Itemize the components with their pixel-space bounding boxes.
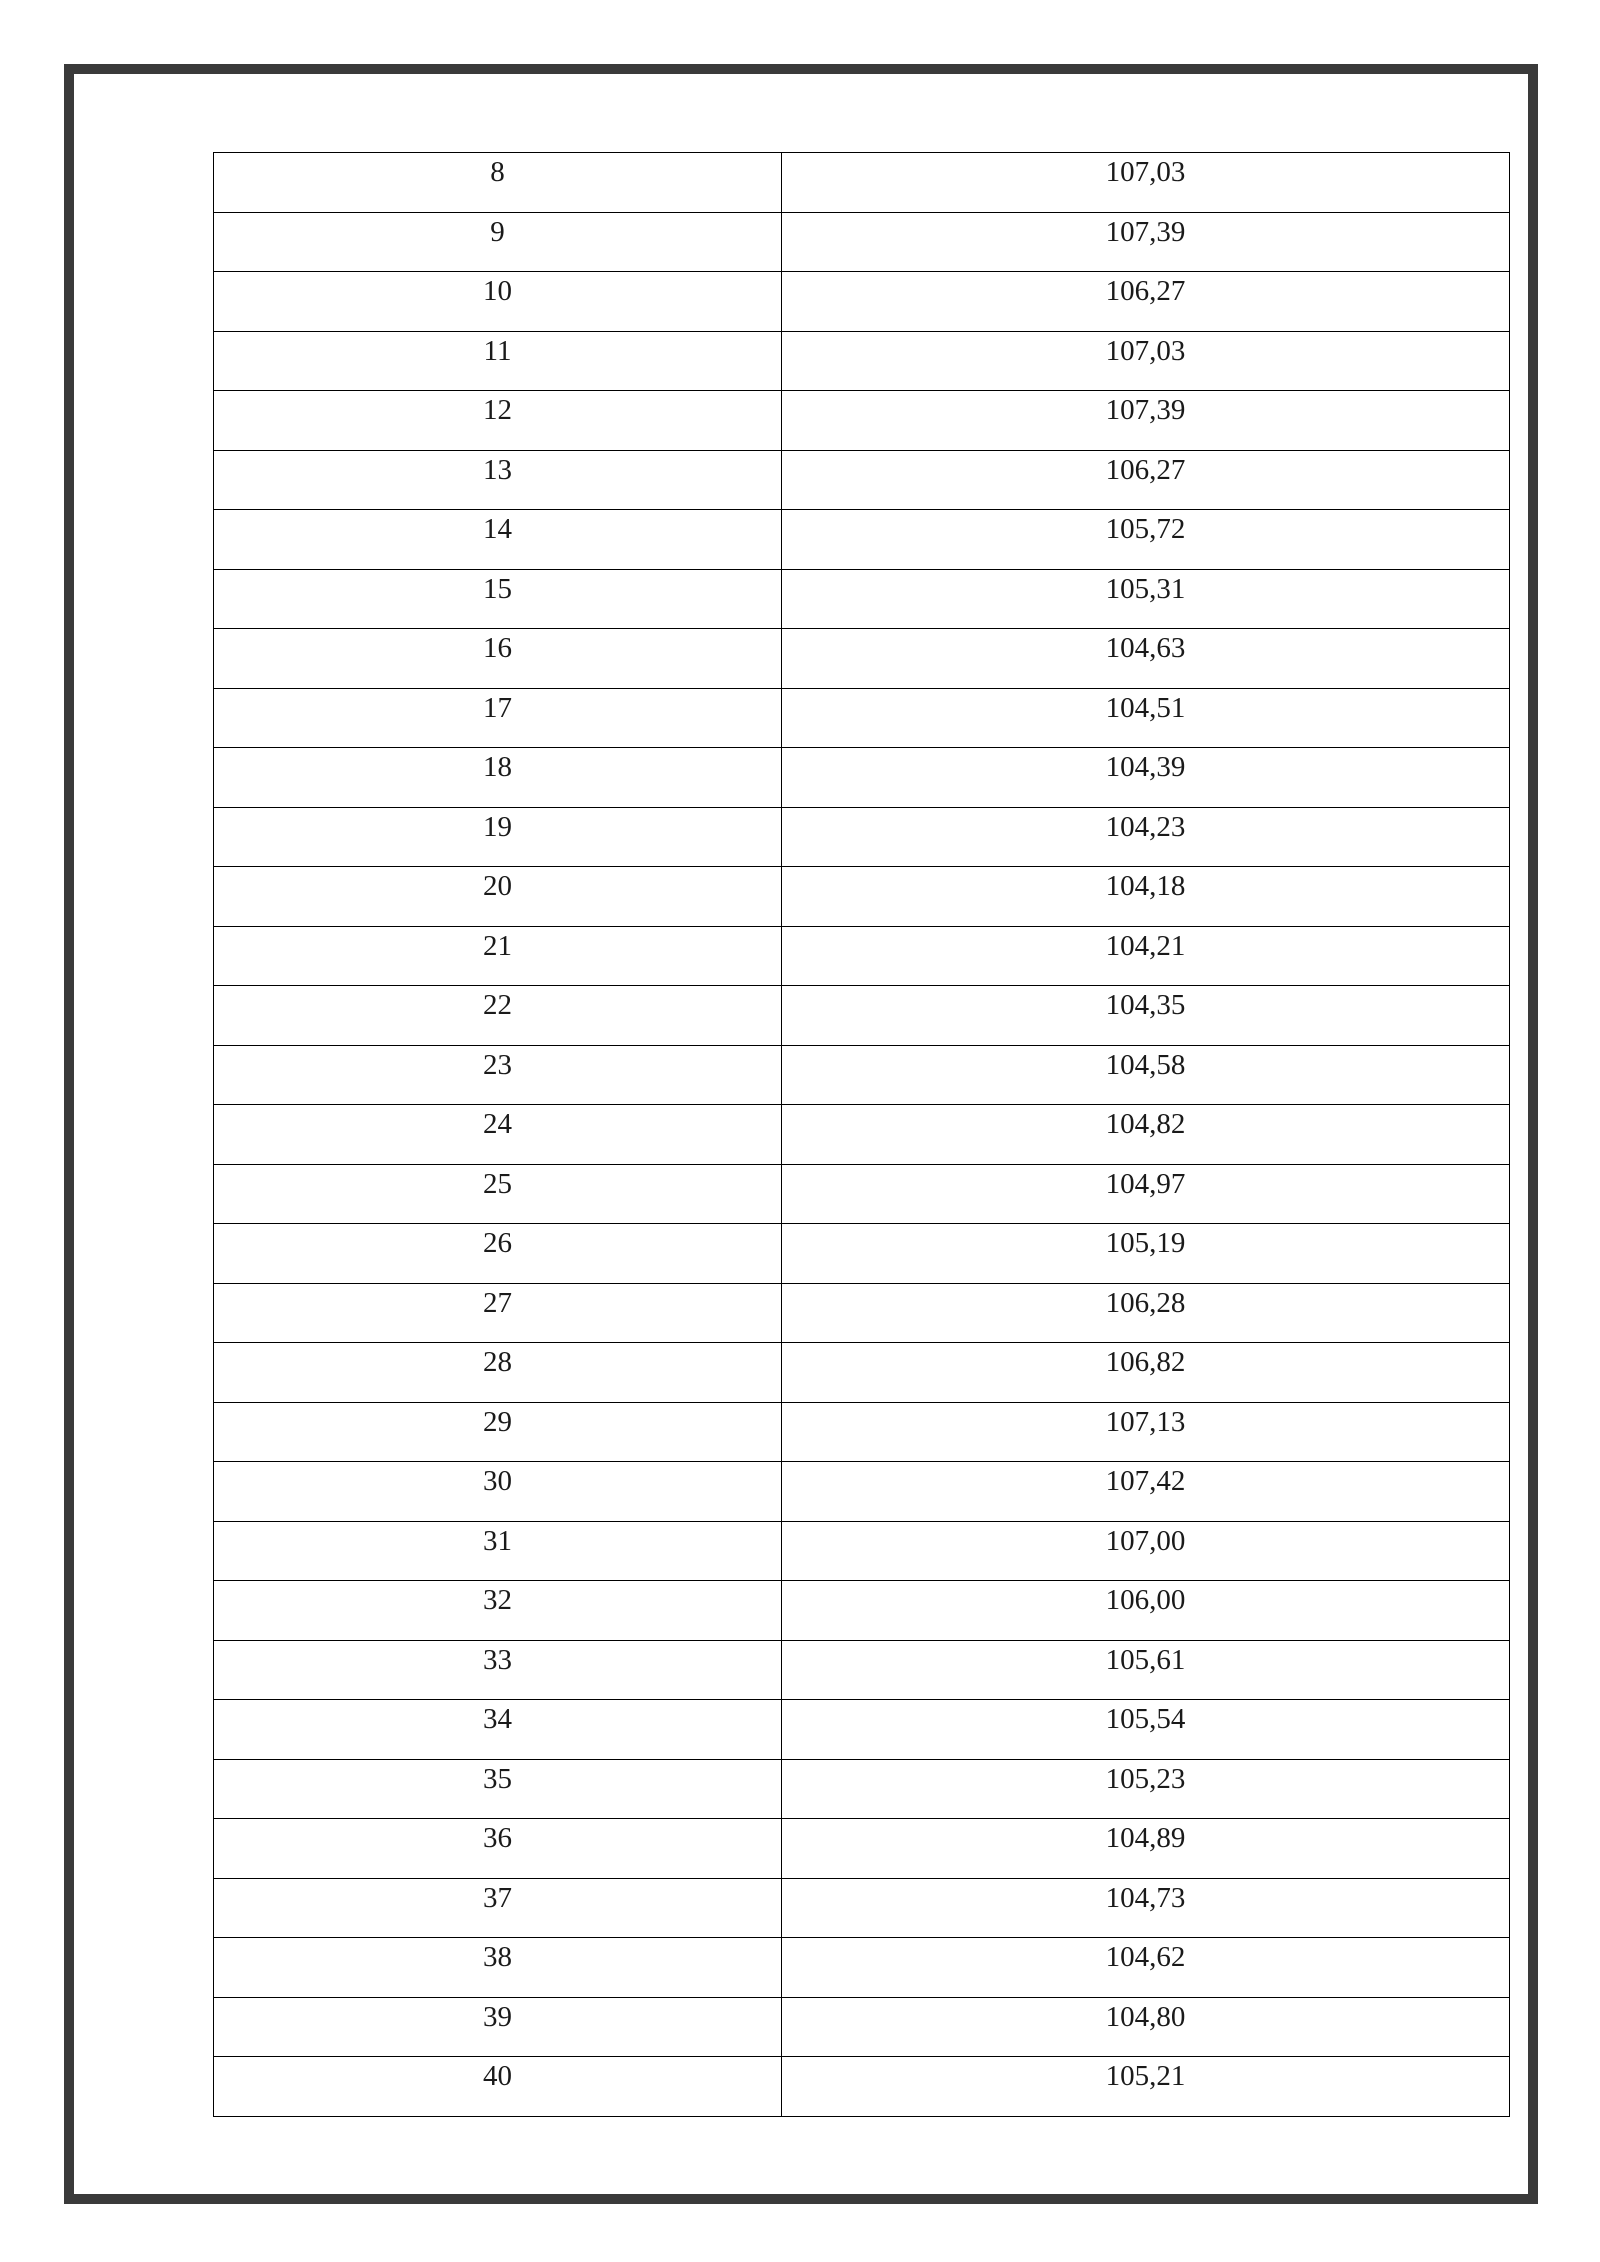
table-row (214, 867, 1510, 927)
row-value-cell: 104,35 (782, 986, 1510, 1046)
row-value-cell: 107,13 (782, 1402, 1510, 1462)
row-index-cell: 14 (214, 510, 782, 570)
row-value-cell: 106,82 (782, 1343, 1510, 1403)
row-index-cell: 37 (214, 1878, 782, 1938)
row-value-cell: 104,58 (782, 1045, 1510, 1105)
row-index-cell: 34 (214, 1700, 782, 1760)
row-value-cell: 104,39 (782, 748, 1510, 808)
row-index-cell: 40 (214, 2057, 782, 2117)
row-value-cell: 104,62 (782, 1938, 1510, 1998)
table-row (214, 1283, 1510, 1343)
row-value-cell: 104,63 (782, 629, 1510, 689)
row-index-cell: 25 (214, 1164, 782, 1224)
row-value-cell: 107,42 (782, 1462, 1510, 1522)
table-row (214, 1938, 1510, 1998)
table-row (214, 510, 1510, 570)
table-row (214, 1402, 1510, 1462)
table-row (214, 569, 1510, 629)
table-row (214, 629, 1510, 689)
row-index-cell: 13 (214, 450, 782, 510)
row-index-cell: 24 (214, 1105, 782, 1165)
table-row (214, 1105, 1510, 1165)
row-index-cell: 32 (214, 1581, 782, 1641)
table-row (214, 272, 1510, 332)
row-value-cell: 106,27 (782, 450, 1510, 510)
table-row (214, 212, 1510, 272)
table-row (214, 1462, 1510, 1522)
row-value-cell: 105,54 (782, 1700, 1510, 1760)
row-index-cell: 33 (214, 1640, 782, 1700)
row-index-cell: 30 (214, 1462, 782, 1522)
row-index-cell: 29 (214, 1402, 782, 1462)
row-value-cell: 106,27 (782, 272, 1510, 332)
row-value-cell: 107,03 (782, 331, 1510, 391)
table-row (214, 1164, 1510, 1224)
row-value-cell: 104,97 (782, 1164, 1510, 1224)
row-index-cell: 18 (214, 748, 782, 808)
table-row (214, 1224, 1510, 1284)
table-row (214, 688, 1510, 748)
row-index-cell: 19 (214, 807, 782, 867)
row-index-cell: 10 (214, 272, 782, 332)
row-value-cell: 104,89 (782, 1819, 1510, 1879)
table-row (214, 1343, 1510, 1403)
table-row (214, 748, 1510, 808)
table-row (214, 1878, 1510, 1938)
row-value-cell: 104,18 (782, 867, 1510, 927)
table-row (214, 1045, 1510, 1105)
row-value-cell: 104,80 (782, 1997, 1510, 2057)
row-value-cell: 104,51 (782, 688, 1510, 748)
row-index-cell: 12 (214, 391, 782, 451)
table-row (214, 331, 1510, 391)
row-index-cell: 8 (214, 153, 782, 213)
row-value-cell: 105,72 (782, 510, 1510, 570)
row-value-cell: 105,31 (782, 569, 1510, 629)
table-row (214, 1759, 1510, 1819)
row-index-cell: 31 (214, 1521, 782, 1581)
row-value-cell: 107,03 (782, 153, 1510, 213)
table-row (214, 986, 1510, 1046)
row-index-cell: 28 (214, 1343, 782, 1403)
data-table (213, 152, 1510, 2117)
table-row (214, 1819, 1510, 1879)
table-row (214, 1581, 1510, 1641)
row-value-cell: 105,21 (782, 2057, 1510, 2117)
row-index-cell: 23 (214, 1045, 782, 1105)
row-index-cell: 26 (214, 1224, 782, 1284)
table-row (214, 450, 1510, 510)
row-index-cell: 36 (214, 1819, 782, 1879)
row-index-cell: 16 (214, 629, 782, 689)
row-index-cell: 9 (214, 212, 782, 272)
row-index-cell: 20 (214, 867, 782, 927)
table-row (214, 391, 1510, 451)
table-row (214, 926, 1510, 986)
row-value-cell: 104,73 (782, 1878, 1510, 1938)
row-index-cell: 39 (214, 1997, 782, 2057)
table-row (214, 2057, 1510, 2117)
table-row (214, 1640, 1510, 1700)
row-value-cell: 107,39 (782, 212, 1510, 272)
table-row (214, 1997, 1510, 2057)
row-value-cell: 105,19 (782, 1224, 1510, 1284)
table-body (214, 153, 1510, 2117)
row-index-cell: 38 (214, 1938, 782, 1998)
row-index-cell: 22 (214, 986, 782, 1046)
row-value-cell: 106,00 (782, 1581, 1510, 1641)
row-value-cell: 105,23 (782, 1759, 1510, 1819)
row-index-cell: 11 (214, 331, 782, 391)
row-value-cell: 104,21 (782, 926, 1510, 986)
row-value-cell: 107,39 (782, 391, 1510, 451)
row-value-cell: 104,82 (782, 1105, 1510, 1165)
row-index-cell: 27 (214, 1283, 782, 1343)
row-value-cell: 104,23 (782, 807, 1510, 867)
row-index-cell: 35 (214, 1759, 782, 1819)
row-value-cell: 105,61 (782, 1640, 1510, 1700)
table-row (214, 153, 1510, 213)
row-index-cell: 15 (214, 569, 782, 629)
table-row (214, 807, 1510, 867)
row-index-cell: 17 (214, 688, 782, 748)
table-row (214, 1700, 1510, 1760)
table-row (214, 1521, 1510, 1581)
row-value-cell: 107,00 (782, 1521, 1510, 1581)
row-index-cell: 21 (214, 926, 782, 986)
row-value-cell: 106,28 (782, 1283, 1510, 1343)
